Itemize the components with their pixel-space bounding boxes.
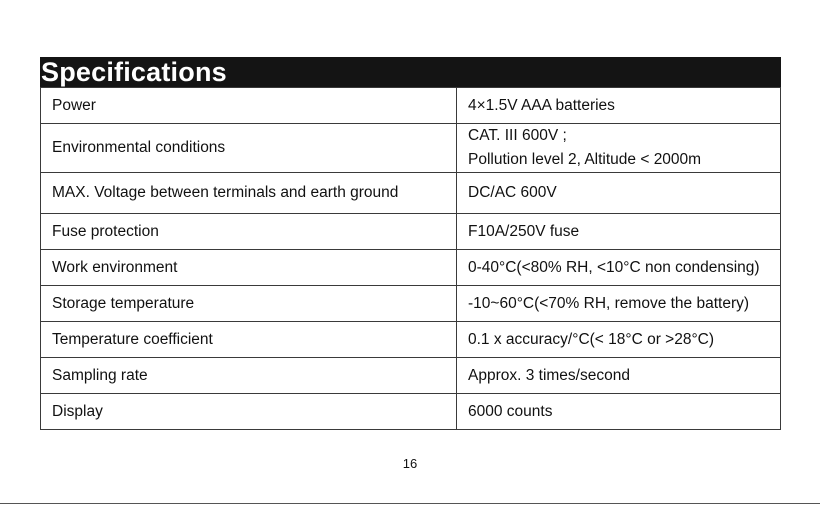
table-row bbox=[41, 358, 781, 394]
spec-label: Work environment bbox=[41, 250, 457, 286]
table-row bbox=[41, 322, 781, 358]
spec-value: 0.1 x accuracy/°C(< 18°C or >28°C) bbox=[457, 322, 781, 358]
section-title: Specifications bbox=[40, 57, 781, 87]
table-row bbox=[41, 286, 781, 322]
table-row bbox=[41, 173, 781, 214]
table-row bbox=[41, 88, 781, 124]
spec-label: Power bbox=[41, 88, 457, 124]
table-row bbox=[41, 394, 781, 430]
spec-value: F10A/250V fuse bbox=[457, 214, 781, 250]
spec-label: Display bbox=[41, 394, 457, 430]
spec-value: Approx. 3 times/second bbox=[457, 358, 781, 394]
spec-label: Environmental conditions bbox=[41, 124, 457, 173]
table-row bbox=[41, 214, 781, 250]
spec-label: Sampling rate bbox=[41, 358, 457, 394]
spec-value: 6000 counts bbox=[457, 394, 781, 430]
spec-value: -10~60°C(<70% RH, remove the battery) bbox=[457, 286, 781, 322]
spec-value bbox=[457, 124, 781, 173]
spec-label: Storage temperature bbox=[41, 286, 457, 322]
page-number: 16 bbox=[402, 456, 418, 471]
spec-value: DC/AC 600V bbox=[457, 173, 781, 214]
spec-value-line: Pollution level 2, Altitude < 2000m bbox=[468, 151, 702, 168]
spec-value: 0-40°C(<80% RH, <10°C non condensing) bbox=[457, 250, 781, 286]
footer-divider bbox=[0, 503, 820, 504]
table-row bbox=[41, 124, 781, 173]
spec-value: 4×1.5V AAA batteries bbox=[457, 88, 781, 124]
table-row bbox=[41, 250, 781, 286]
specifications-table bbox=[40, 87, 781, 430]
spec-label: Temperature coefficient bbox=[41, 322, 457, 358]
spec-label: Fuse protection bbox=[41, 214, 457, 250]
spec-value-line: CAT. III 600V ; bbox=[468, 127, 567, 144]
spec-label: MAX. Voltage between terminals and earth ground bbox=[41, 173, 457, 214]
